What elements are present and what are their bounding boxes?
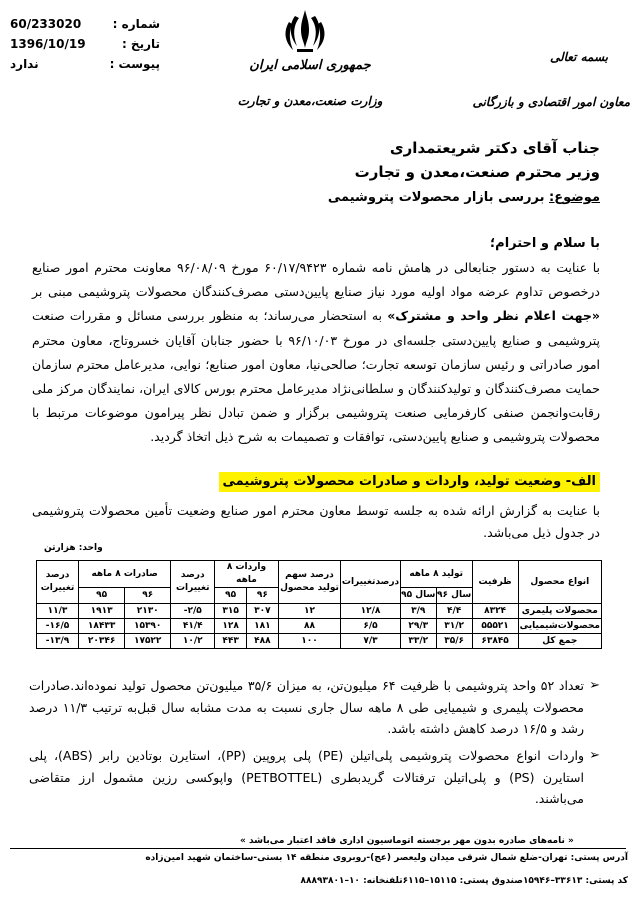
date-label: تاریخ :	[121, 37, 160, 51]
cell-type: جمع کل	[518, 634, 601, 649]
col-pct-change: درصدتغییرات	[341, 561, 401, 604]
cell-imp-95: ۴۴۳	[215, 634, 247, 649]
attachment-value: ندارد	[10, 57, 39, 71]
cell-exp-96: ۲۱۳۰	[125, 604, 171, 619]
cell-pct-change: ۱۲/۸	[341, 604, 401, 619]
addressee-name: جناب آقای دکتر شریعتمداری	[389, 139, 600, 157]
footer-address: آدرس پستی: تهران-ضلع شمال شرقی میدان ولیعصر (عج)-روبروی منطقه ۱۴ بستی-ساختمان شهید امین‌زاده	[145, 853, 628, 863]
cell-share: ۱۰۰	[278, 634, 340, 649]
letter-meta	[10, 14, 160, 74]
col-imp-96: ۹۶	[247, 588, 279, 604]
cell-exp-pct: ۱۶/۵-	[37, 619, 79, 634]
cell-imp-pct: ۱۰/۲	[171, 634, 215, 649]
bismillah: بسمه تعالی	[549, 50, 608, 64]
bullet-text: تعداد ۵۲ واحد پتروشیمی با ظرفیت ۶۴ میلیون‌تن، به میزان ۳۵/۶ میلیون‌تن محصول تولید نموده‌اند.صادرات محصولات پلیمری و شیمیایی طی ۸ ماهه سال جاری نسبت به مدت مشابه سال قبل‌به ترتیب ۱۱/۳ درصد رشد و ۱۶/۵ درصد کاهش داشته باشد.	[29, 678, 584, 736]
cell-imp-96: ۴۸۸	[247, 634, 279, 649]
cell-imp-96: ۱۸۱	[247, 619, 279, 634]
addressee-title: وزیر محترم صنعت،معدن و تجارت	[354, 163, 600, 181]
cell-prod-95: ۳۳/۲	[400, 634, 436, 649]
cell-type: محصولات پلیمری	[518, 604, 601, 619]
cell-exp-pct: ۱۳/۹-	[37, 634, 79, 649]
deputy-office-name: معاون امور اقتصادی و بازرگانی	[472, 95, 630, 109]
section-title: الف- وضعیت تولید، واردات و صادرات محصولات پتروشیمی	[219, 472, 600, 492]
cell-imp-95: ۱۲۸	[215, 619, 247, 634]
col-type: انواع محصول	[518, 561, 601, 604]
greeting: با سلام و احترام؛	[489, 236, 600, 251]
cell-exp-pct: ۱۱/۳	[37, 604, 79, 619]
table-row	[37, 604, 602, 619]
cell-exp-96: ۱۵۳۹۰	[125, 619, 171, 634]
check-arrow-icon: ➢	[589, 748, 600, 763]
col-prod-95: سال ۹۵	[400, 588, 436, 604]
table-row	[37, 619, 602, 634]
cell-type: محصولات‌شیمیایی	[518, 619, 601, 634]
col-imports: واردات ۸ ماهه	[215, 561, 278, 588]
cell-exp-95: ۱۸۴۳۳	[79, 619, 125, 634]
cell-capacity: ۵۵۵۲۱	[472, 619, 518, 634]
table-unit: واحد: هزارتن	[44, 543, 103, 553]
body-text-part-1: با عنایت به دستور جنابعالی در هامش نامه شماره ۶۰/۱۷/۹۴۲۳ مورخ ۹۶/۰۸/۰۹ معاونت محترم امور صنایع درخصوص تداوم عرضه مواد اولیه مورد نیاز صنایع پایین‌دستی مصرف‌کنندگان محصولات پتروشیمی مبنی بر	[32, 260, 600, 300]
attachment-label: پیوست :	[109, 57, 160, 71]
col-share: درصد سهم تولید محصول	[278, 561, 340, 604]
col-prod-96: سال ۹۶	[436, 588, 472, 604]
col-exports: صادرات ۸ ماهه	[79, 561, 171, 588]
subject-line	[328, 190, 600, 205]
check-arrow-icon: ➢	[589, 678, 600, 693]
petrochemical-table	[36, 560, 602, 649]
cell-prod-96: ۳۵/۶	[436, 634, 472, 649]
bullet-item	[29, 745, 600, 810]
cell-imp-96: ۳۰۷	[247, 604, 279, 619]
cell-exp-96: ۱۷۵۲۲	[125, 634, 171, 649]
body-paragraph	[32, 256, 600, 450]
body-quoted-phrase: «جهت اعلام نظر واحد و مشترک»	[387, 308, 600, 324]
body-text-part-2: به استحضار می‌رساند؛ به منظور بررسی مسائل و مقررات صنعت پتروشیمی و صنایع پایین‌دستی جلسه‌ای در مورخ ۹۶/۱۰/۰۳ با حضور جنابان آقایان خسروتاج، معاون محترم امور صادراتی و رئیس سازمان توسعه تجارت؛ صالحی‌نیا، معاون امور صنایع؛ نوایی، مدیرعامل محترم سازمان حمایت مصرف‌کنندگان و تولیدکنندگان و سلطانی‌نژاد مدیرعامل محترم بورس کالای ایران، نمایندگان مرکز ملی رقابت‌وانجمن صنفی کارفرمایی صنعت پتروشیمی برگزار و ضمن تبادل نظر پیرامون موضوعات مرتبط با محصولات پتروشیمی و صنایع پایین‌دستی، توافقات و تصمیمات به شرح ذیل اتخاذ گردید.	[32, 308, 600, 445]
cell-prod-96: ۳۱/۲	[436, 619, 472, 634]
col-capacity: ظرفیت	[472, 561, 518, 604]
col-exp-95: ۹۵	[79, 588, 125, 604]
cell-prod-95: ۳/۹	[400, 604, 436, 619]
col-exp-96: ۹۶	[125, 588, 171, 604]
subject-text: بررسی بازار محصولات پتروشیمی	[327, 190, 549, 205]
subject-label: موضوع:	[549, 190, 600, 205]
footer-note: « نامه‌های صادره بدون مهر برجسته اتوماسیون اداری فاقد اعتبار می‌باشد »	[240, 836, 574, 846]
ministry-name: وزارت صنعت،معدن و تجارت	[237, 94, 383, 108]
col-production: تولید ۸ ماهه	[400, 561, 472, 588]
col-imp-95: ۹۵	[215, 588, 247, 604]
bullet-text: واردات انواع محصولات پتروشیمی پلی‌اتیلن (PE) پلی پروپین (PP)، استایرن بوتادین رابر (ABS)، پلی استایرن (PS) و پلی‌اتیلن ترفتالات گریدبطری (PETBOTTEL) واپوکسی رزین مشمول ارز متقاضی می‌باشند.	[29, 748, 585, 806]
cell-pct-change: ۶/۵	[341, 619, 401, 634]
section-intro: با عنایت به گزارش ارائه شده به جلسه توسط معاون محترم امور صنایع وضعیت تأمین محصولات پتروشیمی در جدول ذیل می‌باشد.	[32, 503, 600, 540]
cell-imp-pct: ۴۱/۴	[171, 619, 215, 634]
table-header-row	[37, 561, 602, 588]
number-value: 60/233020	[10, 17, 82, 31]
iran-emblem-icon	[283, 8, 327, 54]
cell-share: ۱۲	[278, 604, 340, 619]
attachment-row	[10, 54, 160, 74]
cell-imp-95: ۳۱۵	[215, 604, 247, 619]
cell-capacity: ۸۳۲۴	[472, 604, 518, 619]
cell-exp-95: ۱۹۱۳	[79, 604, 125, 619]
col-pct-change-3: درصد تغییرات	[37, 561, 79, 604]
cell-exp-95: ۲۰۳۴۶	[79, 634, 125, 649]
cell-share: ۸۸	[278, 619, 340, 634]
cell-pct-change: ۷/۳	[341, 634, 401, 649]
bullet-item	[29, 675, 600, 740]
number-row	[10, 14, 160, 34]
number-label: شماره :	[112, 17, 160, 31]
footer-contact: کد پستی: ۳۳۶۱۳–۱۵۹۴۶صندوق پستی: ۱۵۱۱۵–۶۱۱۵تلفنخانه: ۱۰–۸۸۸۹۳۸۰۱	[300, 876, 628, 886]
col-pct-change-2: درصد تغییرات	[171, 561, 215, 604]
cell-capacity: ۶۳۸۴۵	[472, 634, 518, 649]
government-name: جمهوری اسلامی ایران	[249, 58, 371, 73]
footer-divider	[10, 848, 626, 849]
table-row	[37, 634, 602, 649]
cell-imp-pct: ۲/۵-	[171, 604, 215, 619]
cell-prod-95: ۲۹/۳	[400, 619, 436, 634]
date-row	[10, 34, 160, 54]
date-value: 1396/10/19	[10, 37, 86, 51]
cell-prod-96: ۴/۴	[436, 604, 472, 619]
